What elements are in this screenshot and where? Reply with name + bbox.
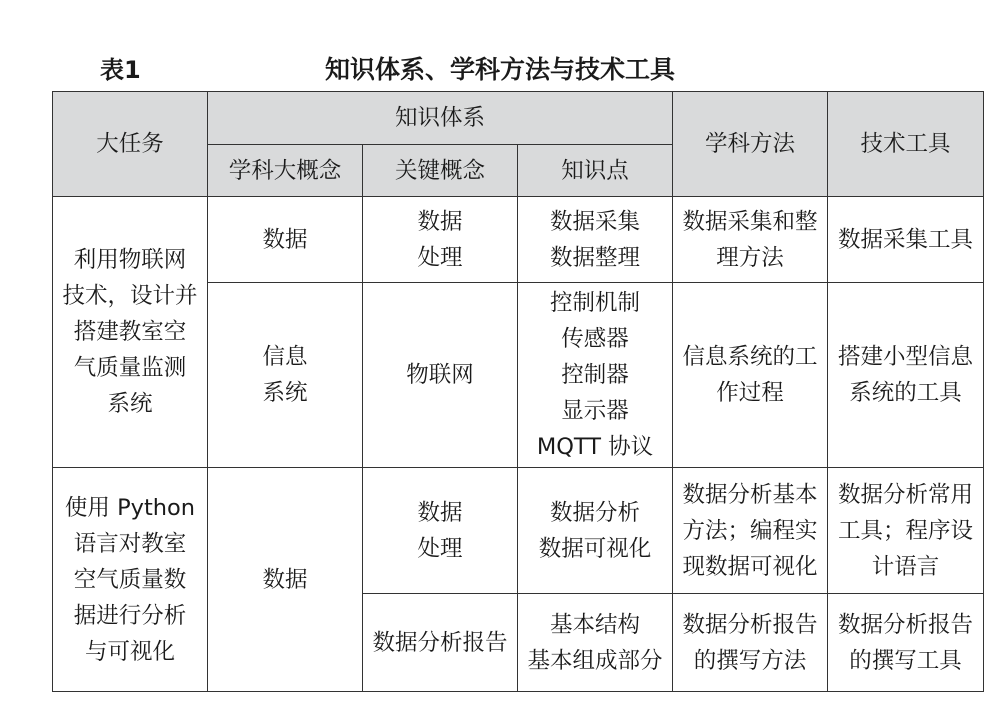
key-concept-line: 数据 — [417, 208, 463, 235]
tool-line: 搭建小型信息 — [837, 344, 973, 370]
tool-line: 系统的工具 — [849, 380, 962, 406]
task2-row1-key-concept — [363, 468, 518, 594]
knowledge-point: 显示器 — [561, 398, 629, 424]
key-concept-line: 数据 — [417, 499, 463, 526]
task1-title-line: 搭建教室空 — [73, 319, 187, 345]
task2-row1-method — [673, 468, 828, 594]
task1-row2-method — [673, 283, 828, 468]
table-label: 表1 — [100, 56, 141, 84]
method-line: 理方法 — [716, 244, 784, 271]
header-task: 大任务 — [53, 92, 208, 197]
big-concept-line: 系统 — [262, 380, 308, 406]
task1-title — [53, 197, 208, 468]
header-knowledge-point: 知识点 — [518, 145, 673, 197]
header-key-concept: 关键概念 — [363, 145, 518, 197]
knowledge-point: 数据整理 — [549, 244, 640, 271]
knowledge-point: 数据可视化 — [538, 535, 652, 562]
method-line: 现数据可视化 — [682, 553, 818, 580]
task2-title-line: 空气质量数 — [73, 566, 187, 593]
task1-row1-key-concept — [363, 197, 518, 283]
task1-title-line: 气质量监测 — [73, 355, 187, 381]
key-concept-line: 处理 — [417, 535, 463, 562]
header-knowledge-system: 知识体系 — [208, 92, 673, 145]
table-title: 知识体系、学科方法与技术工具 — [324, 55, 675, 84]
header-method: 学科方法 — [673, 92, 828, 197]
task1-row1-big-concept: 数据 — [208, 197, 363, 283]
task1-row2-tool — [828, 283, 984, 468]
key-concept-line: 处理 — [417, 244, 463, 271]
task1-row2-key-concept: 物联网 — [363, 283, 518, 468]
task1-title-line: 利用物联网 — [73, 247, 187, 273]
task1-title-line: 系统 — [107, 391, 153, 417]
task2-row2-key-concept: 数据分析报告 — [363, 594, 518, 692]
tool-line: 计语言 — [871, 553, 940, 580]
task2-row1-tool — [828, 468, 984, 594]
task2-row2-method — [673, 594, 828, 692]
method-line: 数据分析基本 — [682, 481, 818, 508]
big-concept-line: 信息 — [262, 344, 308, 370]
tool-line: 数据分析常用 — [837, 481, 973, 508]
task2-title-line: 使用 Python — [64, 494, 196, 521]
task1-row1-tool — [828, 197, 984, 283]
header-tool: 技术工具 — [828, 92, 984, 197]
header-big-concept: 学科大概念 — [208, 145, 363, 197]
task1-row2-points — [518, 283, 673, 468]
task2-title — [53, 468, 208, 692]
method-line: 作过程 — [716, 380, 784, 406]
task1-title-line: 技术，设计并 — [62, 283, 198, 309]
task1-row1-points — [518, 197, 673, 283]
task1-row2-big-concept — [208, 283, 363, 468]
knowledge-point: 控制器 — [561, 362, 629, 388]
knowledge-point: 数据采集 — [549, 208, 640, 235]
method-line: 方法；编程实 — [682, 517, 818, 544]
task2-row2-tool — [828, 594, 984, 692]
knowledge-point: MQTT 协议 — [536, 434, 654, 460]
knowledge-point: 基本结构 — [549, 611, 640, 638]
knowledge-point: 数据分析 — [549, 499, 640, 526]
task2-row1-points — [518, 468, 673, 594]
method-line: 数据采集和整 — [682, 208, 818, 235]
task2-row2-points — [518, 594, 673, 692]
task2-title-line: 与可视化 — [84, 638, 175, 665]
knowledge-point: 传感器 — [561, 326, 629, 352]
tool-line: 数据分析报告 — [837, 611, 973, 638]
knowledge-point: 控制机制 — [549, 290, 640, 316]
task2-title-line: 据进行分析 — [73, 602, 187, 629]
tool-line: 工具；程序设 — [837, 517, 973, 544]
method-line: 数据分析报告 — [682, 611, 818, 638]
tool-line: 的撰写工具 — [849, 647, 962, 674]
knowledge-point: 基本组成部分 — [527, 647, 663, 674]
task1-row1-method — [673, 197, 828, 283]
task2-big-concept: 数据 — [208, 468, 363, 692]
method-line: 信息系统的工 — [682, 344, 818, 370]
method-line: 的撰写方法 — [693, 647, 807, 674]
tool-line: 数据采集工具 — [837, 226, 973, 253]
knowledge-table — [52, 91, 984, 692]
task2-title-line: 语言对教室 — [73, 530, 187, 557]
